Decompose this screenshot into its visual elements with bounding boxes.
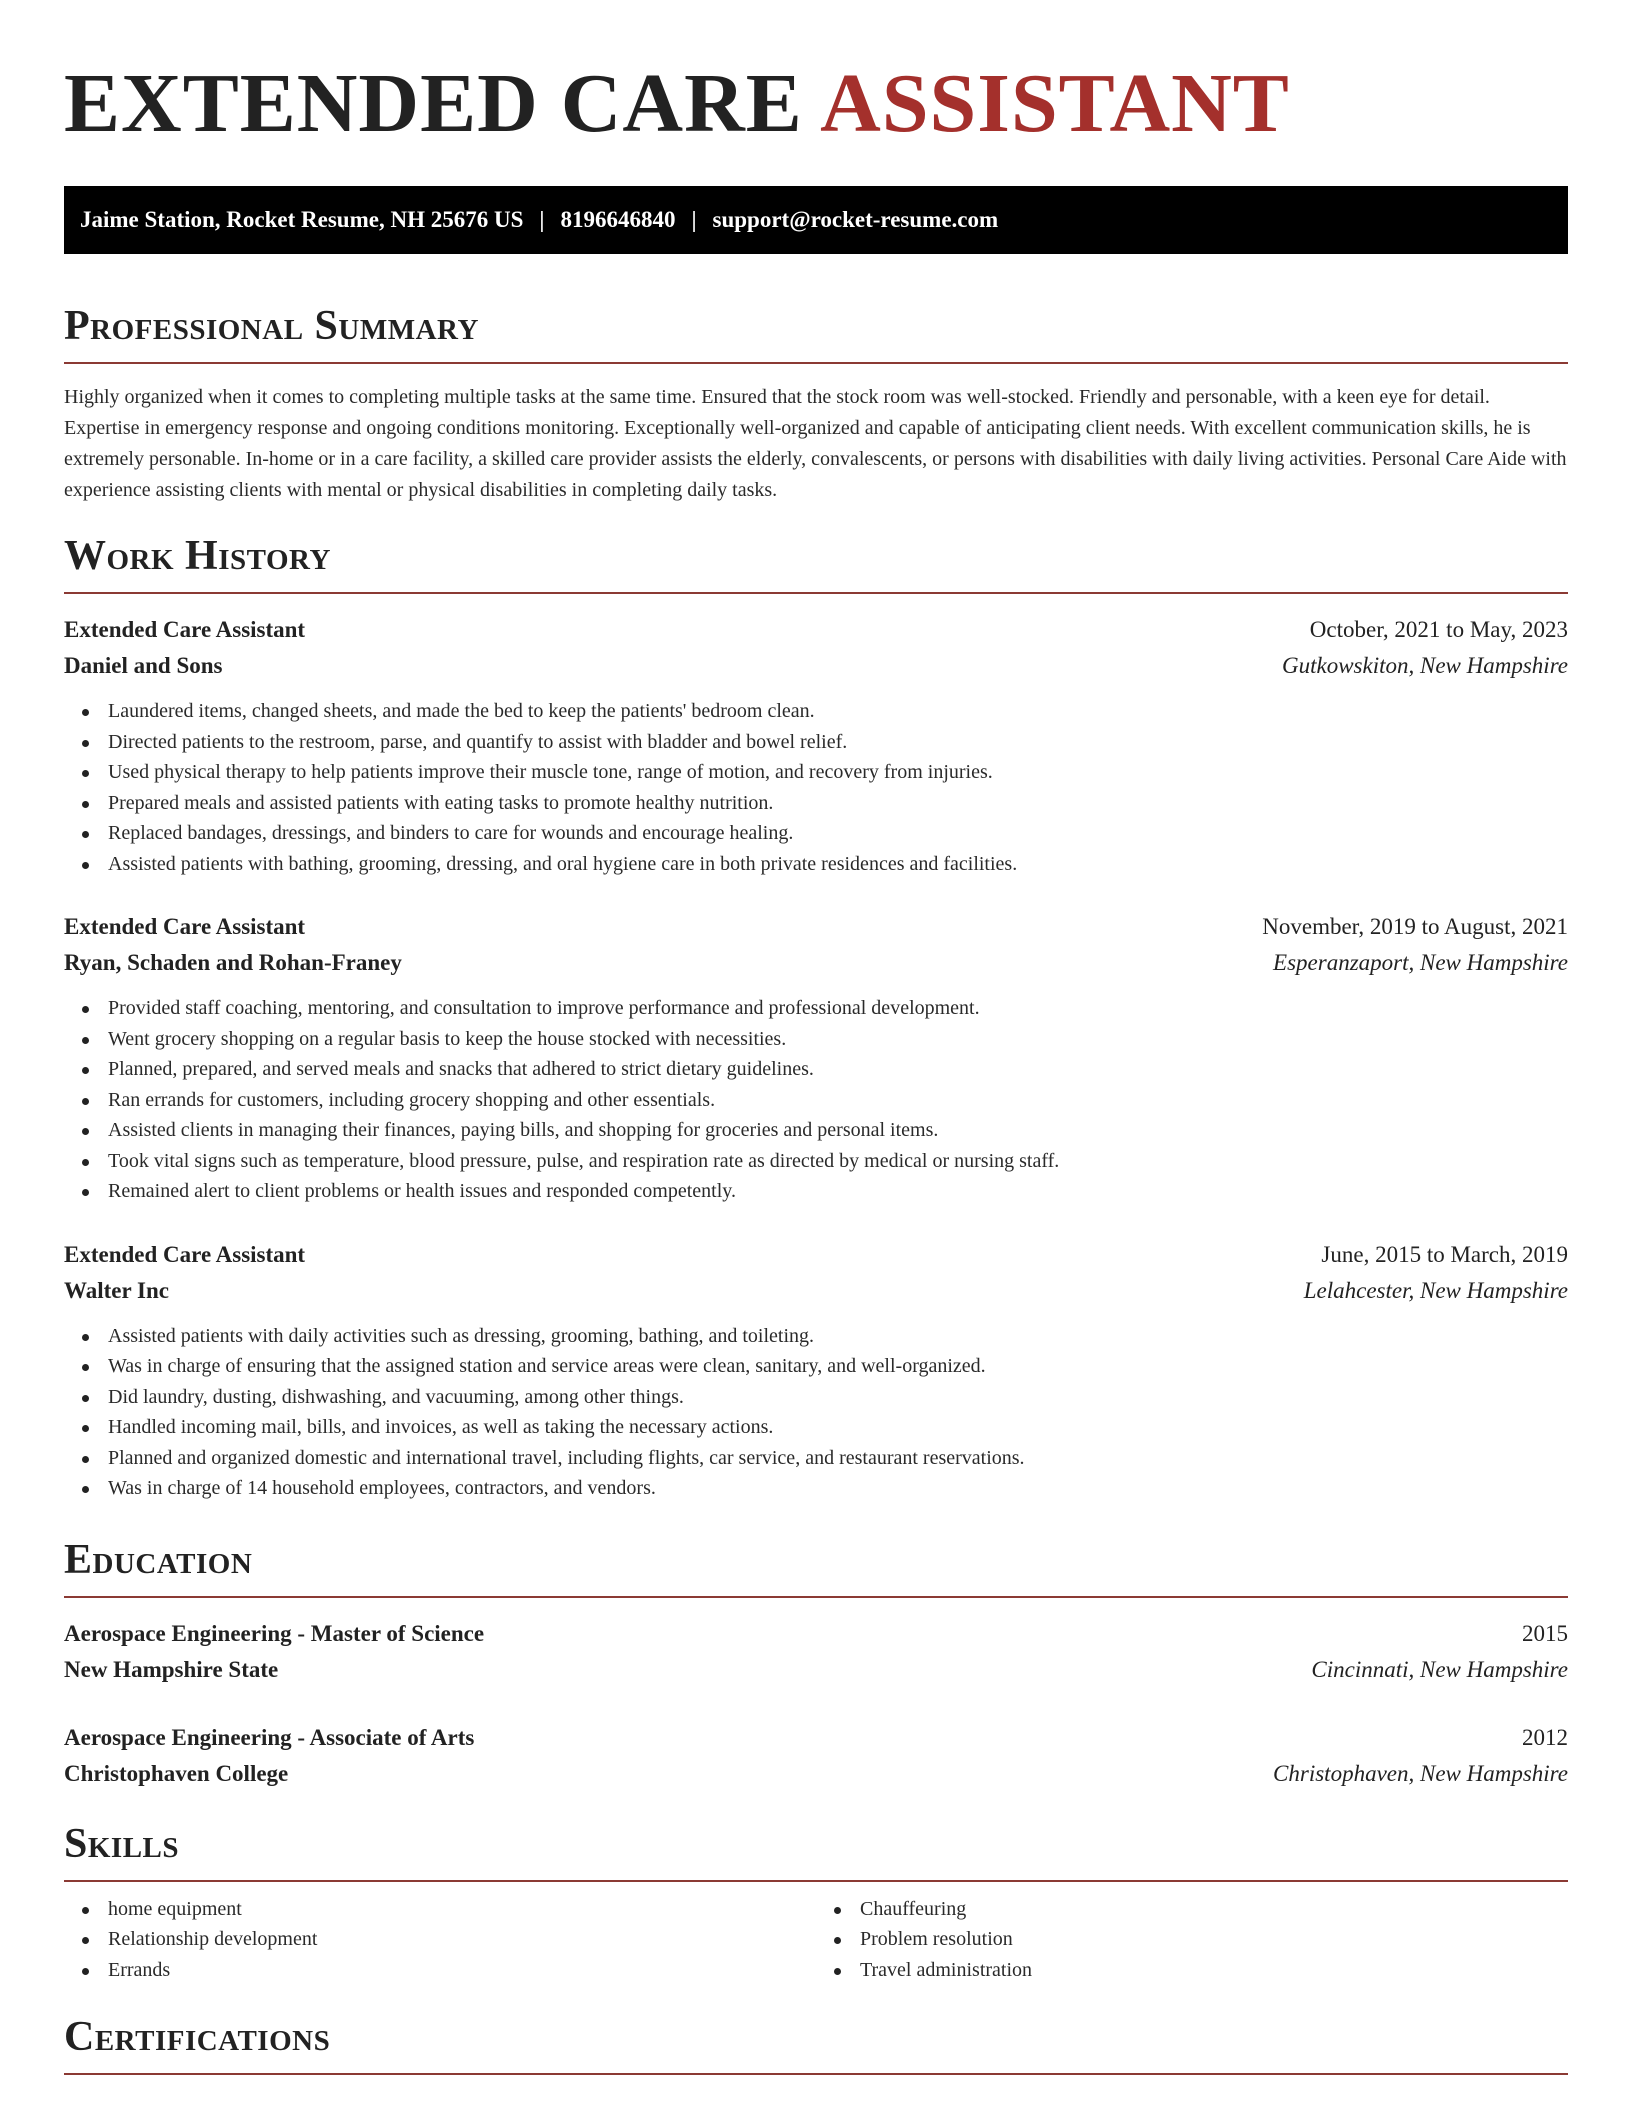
education-degree: Aerospace Engineering - Master of Science	[64, 1620, 485, 1646]
contact-separator: |	[691, 207, 697, 232]
title-name-first: EXTENDED CARE	[64, 57, 803, 150]
contact-address: Jaime Station, Rocket Resume, NH 25676 US	[80, 207, 524, 232]
job-company-row	[64, 1273, 1568, 1309]
list-item: Was in charge of 14 household employees, contractors, and vendors.	[80, 1473, 1568, 1504]
section-divider	[64, 362, 1568, 364]
certifications-heading: Certifications	[64, 2014, 331, 2060]
job-company: Daniel and Sons	[64, 653, 223, 678]
job-company: Ryan, Schaden and Rohan-Franey	[64, 950, 402, 975]
list-item: Directed patients to the restroom, parse, and quantify to assist with bladder and bowel relief.	[80, 727, 1568, 758]
education-year: 2015	[1522, 1620, 1568, 1646]
skills-grid	[64, 1894, 1568, 1986]
list-item: Handled incoming mail, bills, and invoices, as well as taking the necessary actions.	[80, 1412, 1568, 1443]
contact-bar	[64, 186, 1568, 254]
skills-section	[64, 1818, 1568, 1986]
certifications-section	[64, 2011, 1568, 2075]
education-school: Christophaven College	[64, 1760, 289, 1786]
skills-heading: Skills	[64, 1820, 180, 1867]
section-divider	[64, 1596, 1568, 1598]
contact-separator: |	[539, 207, 545, 232]
list-item: Assisted clients in managing their finances, paying bills, and shopping for groceries and personal items.	[80, 1115, 1568, 1146]
job-bullets	[64, 1321, 1568, 1504]
summary-heading: Professional Summary	[64, 303, 479, 349]
job-bullets	[64, 993, 1568, 1207]
list-item: Replaced bandages, dressings, and binders to care for wounds and encourage healing.	[80, 818, 1568, 849]
skills-list-left	[64, 1894, 816, 1986]
education-entry	[64, 1720, 1568, 1792]
education-school-row	[64, 1756, 1568, 1792]
list-item: Planned and organized domestic and international travel, including flights, car service, and restaurant reservations.	[80, 1443, 1568, 1474]
list-item: Planned, prepared, and served meals and snacks that adhered to strict dietary guidelines.	[80, 1054, 1568, 1085]
job-entry	[64, 909, 1568, 1207]
skills-list-right	[816, 1894, 1568, 1986]
skill-item: Relationship development	[80, 1924, 816, 1955]
education-header-row	[64, 1720, 1568, 1756]
work-history-heading: Work History	[64, 533, 331, 579]
education-school-row	[64, 1652, 1568, 1688]
job-header-row	[64, 909, 1568, 945]
list-item: Took vital signs such as temperature, blood pressure, pulse, and respiration rate as directed by medical or nursing staff.	[80, 1146, 1568, 1177]
skill-item: Errands	[80, 1955, 816, 1986]
skill-item: Chauffeuring	[832, 1894, 1568, 1925]
work-history-section	[64, 530, 1568, 1504]
contact-email: support@rocket-resume.com	[712, 207, 999, 232]
skill-item: Travel administration	[832, 1955, 1568, 1986]
skill-item: Problem resolution	[832, 1924, 1568, 1955]
summary-section	[64, 300, 1568, 506]
job-title: Extended Care Assistant	[64, 1241, 306, 1267]
list-item: Remained alert to client problems or health issues and responded competently.	[80, 1176, 1568, 1207]
list-item: Provided staff coaching, mentoring, and consultation to improve performance and professional development.	[80, 993, 1568, 1024]
list-item: Went grocery shopping on a regular basis to keep the house stocked with necessities.	[80, 1024, 1568, 1055]
list-item: Assisted patients with daily activities such as dressing, grooming, bathing, and toileting.	[80, 1321, 1568, 1352]
job-header-row	[64, 612, 1568, 648]
title-name-accent: ASSISTANT	[820, 57, 1290, 150]
resume-title	[64, 56, 1568, 152]
list-item: Laundered items, changed sheets, and made the bed to keep the patients' bedroom clean.	[80, 696, 1568, 727]
education-degree: Aerospace Engineering - Associate of Arts	[64, 1724, 475, 1750]
education-section	[64, 1534, 1568, 1792]
education-heading: Education	[64, 1536, 253, 1583]
job-company-row	[64, 648, 1568, 684]
list-item: Ran errands for customers, including grocery shopping and other essentials.	[80, 1085, 1568, 1116]
education-location: Cincinnati, New Hampshire	[1311, 1656, 1568, 1682]
job-entry	[64, 1237, 1568, 1504]
job-title: Extended Care Assistant	[64, 914, 306, 939]
job-dates: June, 2015 to March, 2019	[1321, 1241, 1568, 1267]
job-location: Lelahcester, New Hampshire	[1303, 1277, 1568, 1303]
skill-item: home equipment	[80, 1894, 816, 1925]
list-item: Used physical therapy to help patients improve their muscle tone, range of motion, and recovery from injuries.	[80, 757, 1568, 788]
contact-phone: 8196646840	[560, 207, 676, 232]
job-entry	[64, 612, 1568, 879]
job-location: Gutkowskiton, New Hampshire	[1282, 653, 1568, 678]
job-title: Extended Care Assistant	[64, 617, 306, 642]
job-header-row	[64, 1237, 1568, 1273]
list-item: Did laundry, dusting, dishwashing, and vacuuming, among other things.	[80, 1382, 1568, 1413]
list-item: Assisted patients with bathing, grooming, dressing, and oral hygiene care in both private residences and facilities.	[80, 849, 1568, 880]
education-school: New Hampshire State	[64, 1656, 279, 1682]
list-item: Prepared meals and assisted patients with eating tasks to promote healthy nutrition.	[80, 788, 1568, 819]
education-header-row	[64, 1616, 1568, 1652]
section-divider	[64, 592, 1568, 594]
job-dates: November, 2019 to August, 2021	[1262, 914, 1568, 939]
job-company: Walter Inc	[64, 1277, 169, 1303]
job-dates: October, 2021 to May, 2023	[1309, 617, 1568, 642]
job-bullets	[64, 696, 1568, 879]
section-divider	[64, 1880, 1568, 1882]
education-location: Christophaven, New Hampshire	[1273, 1760, 1568, 1786]
job-location: Esperanzaport, New Hampshire	[1273, 950, 1568, 975]
list-item: Was in charge of ensuring that the assigned station and service areas were clean, sanitary, and well-organized.	[80, 1351, 1568, 1382]
section-divider	[64, 2073, 1568, 2075]
summary-text: Highly organized when it comes to completing multiple tasks at the same time. Ensured that the stock room was well-stocked. Friendly and personable, with a keen eye for detail. Expertise in emergency response and ongoing conditions monitoring. Exceptionally well-organized and capable of anticipating client needs. With excellent communication skills, he is extremely personable. In-home or in a care facility, a skilled care provider assists the elderly, convalescents, or persons with disabilities with daily living activities. Personal Care Aide with experience assisting clients with mental or physical disabilities in completing daily tasks.	[64, 386, 1567, 501]
education-year: 2012	[1522, 1724, 1568, 1750]
job-company-row	[64, 945, 1568, 981]
education-entry	[64, 1616, 1568, 1688]
